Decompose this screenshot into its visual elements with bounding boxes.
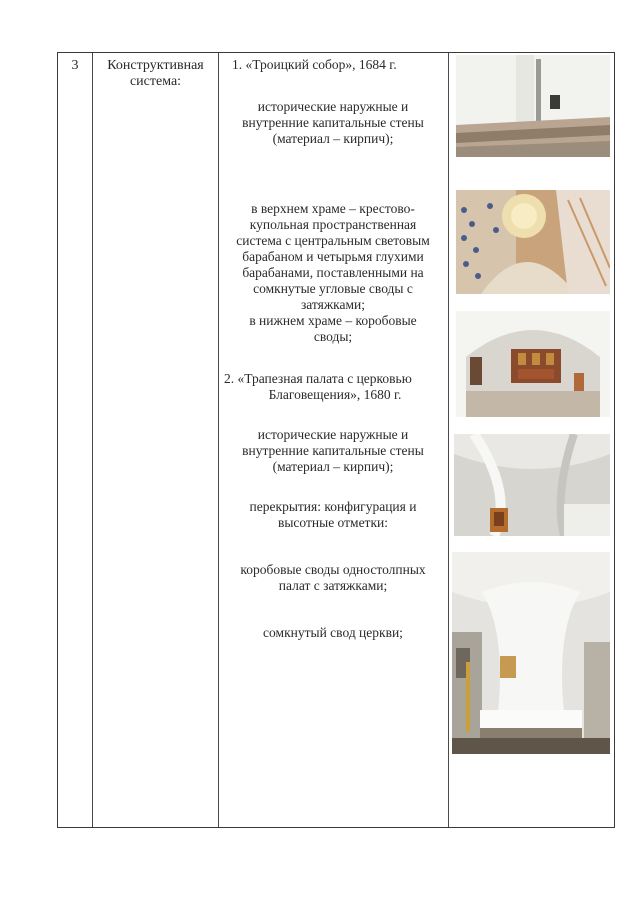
text-line: (материал – кирпич);: [272, 459, 394, 474]
column-divider: [448, 53, 449, 827]
text-line: исторические наружные и: [257, 99, 409, 114]
text-line: высотные отметки:: [277, 515, 388, 530]
ceiling-text: [220, 499, 446, 531]
item-1-title: 1. «Троицкий собор», 1684 г.: [232, 57, 397, 72]
photo-upper-church-dome: [456, 190, 610, 294]
text-line: внутренние капитальные стены: [242, 115, 424, 130]
text-line: купольная пространственная: [249, 217, 417, 232]
column-divider: [218, 53, 219, 827]
vaults-text: [220, 562, 446, 594]
row-number: 3: [71, 58, 79, 73]
row-label-line: Конструктивная: [107, 58, 204, 73]
photo-refectory-vault: [454, 434, 610, 536]
column-divider: [92, 53, 93, 827]
text-line: затяжками;: [300, 297, 366, 312]
row-label-line: система:: [129, 74, 182, 89]
text-line: (материал – кирпич);: [272, 131, 394, 146]
photo-lower-church-iconostasis: [456, 311, 610, 417]
lower-church-text: [220, 313, 446, 345]
text-line: барабаном и четырьмя глухими: [242, 249, 424, 264]
photo-church-vault-pillar: [452, 552, 610, 754]
item-2-title: [224, 371, 446, 403]
text-line: система с центральным световым: [236, 233, 430, 248]
text-line: 2. «Трапезная палата с церковью: [224, 371, 412, 386]
photo-exterior-wall: [456, 55, 610, 157]
text-line: внутренние капитальные стены: [242, 443, 424, 458]
church-vault-text: сомкнутый свод церкви;: [263, 625, 403, 640]
text-line: исторические наружные и: [257, 427, 409, 442]
text-line: барабанами, поставленными на: [242, 265, 424, 280]
row-label: [93, 58, 218, 90]
document-table: [57, 52, 615, 828]
walls-text-2: [220, 427, 446, 475]
text-line: своды;: [313, 329, 353, 344]
walls-text-1: [220, 99, 446, 147]
upper-church-text: [220, 201, 446, 313]
text-line: перекрытия: конфигурация и: [249, 499, 417, 514]
text-line: коробовые своды одностолпных: [240, 562, 426, 577]
text-line: сомкнутые угловые своды с: [253, 281, 413, 296]
text-line: в верхнем храме – крестово-: [251, 201, 415, 216]
text-line: Благовещения», 1680 г.: [268, 387, 402, 402]
text-line: палат с затяжками;: [278, 578, 388, 593]
text-line: в нижнем храме – коробовые: [249, 313, 417, 328]
